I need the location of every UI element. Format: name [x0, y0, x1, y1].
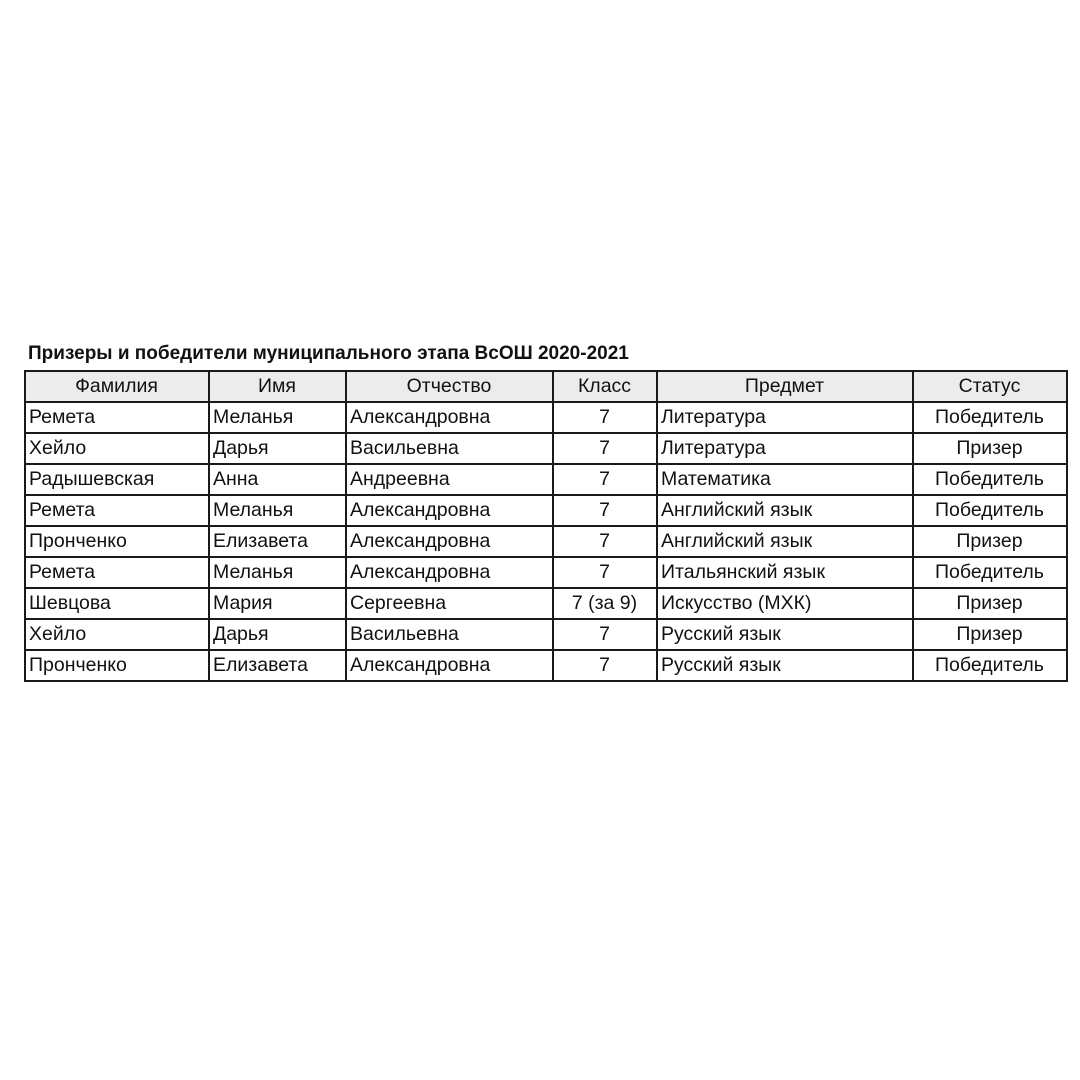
- table-body: [25, 402, 1067, 681]
- results-table: [24, 370, 1068, 682]
- cell-patronymic: Васильевна: [346, 433, 553, 464]
- table-row: [25, 402, 1067, 433]
- cell-grade: 7: [553, 464, 657, 495]
- cell-status: Победитель: [913, 402, 1067, 433]
- table-row: [25, 526, 1067, 557]
- page-title: Призеры и победители муниципального этапа ВсОШ 2020-2021: [28, 343, 629, 364]
- cell-surname: Ремета: [25, 402, 209, 433]
- cell-surname: Пронченко: [25, 526, 209, 557]
- cell-name: Меланья: [209, 557, 346, 588]
- cell-patronymic: Сергеевна: [346, 588, 553, 619]
- cell-surname: Шевцова: [25, 588, 209, 619]
- header-row: [25, 371, 1067, 402]
- cell-patronymic: Александровна: [346, 402, 553, 433]
- cell-name: Елизавета: [209, 650, 346, 681]
- cell-patronymic: Александровна: [346, 557, 553, 588]
- cell-name: Меланья: [209, 495, 346, 526]
- table-row: [25, 650, 1067, 681]
- cell-status: Победитель: [913, 495, 1067, 526]
- cell-surname: Хейло: [25, 619, 209, 650]
- cell-grade: 7: [553, 495, 657, 526]
- cell-patronymic: Васильевна: [346, 619, 553, 650]
- cell-surname: Пронченко: [25, 650, 209, 681]
- cell-subject: Литература: [657, 433, 913, 464]
- cell-grade: 7: [553, 557, 657, 588]
- cell-name: Дарья: [209, 433, 346, 464]
- cell-status: Призер: [913, 588, 1067, 619]
- cell-surname: Ремета: [25, 495, 209, 526]
- cell-patronymic: Андреевна: [346, 464, 553, 495]
- cell-subject: Итальянский язык: [657, 557, 913, 588]
- cell-status: Призер: [913, 619, 1067, 650]
- cell-name: Меланья: [209, 402, 346, 433]
- header-name: Имя: [209, 371, 346, 402]
- table-row: [25, 495, 1067, 526]
- cell-status: Победитель: [913, 650, 1067, 681]
- table-row: [25, 588, 1067, 619]
- cell-subject: Английский язык: [657, 526, 913, 557]
- cell-surname: Ремета: [25, 557, 209, 588]
- cell-subject: Русский язык: [657, 619, 913, 650]
- cell-grade: 7: [553, 433, 657, 464]
- cell-subject: Английский язык: [657, 495, 913, 526]
- cell-patronymic: Александровна: [346, 650, 553, 681]
- cell-patronymic: Александровна: [346, 526, 553, 557]
- table-row: [25, 433, 1067, 464]
- header-grade: Класс: [553, 371, 657, 402]
- cell-status: Призер: [913, 433, 1067, 464]
- cell-name: Елизавета: [209, 526, 346, 557]
- cell-status: Победитель: [913, 464, 1067, 495]
- cell-subject: Русский язык: [657, 650, 913, 681]
- header-surname: Фамилия: [25, 371, 209, 402]
- cell-status: Победитель: [913, 557, 1067, 588]
- cell-name: Дарья: [209, 619, 346, 650]
- cell-name: Мария: [209, 588, 346, 619]
- header-subject: Предмет: [657, 371, 913, 402]
- cell-grade: 7: [553, 526, 657, 557]
- cell-status: Призер: [913, 526, 1067, 557]
- cell-surname: Хейло: [25, 433, 209, 464]
- cell-surname: Радышевская: [25, 464, 209, 495]
- cell-subject: Математика: [657, 464, 913, 495]
- cell-patronymic: Александровна: [346, 495, 553, 526]
- header-patronymic: Отчество: [346, 371, 553, 402]
- cell-grade: 7: [553, 650, 657, 681]
- table-row: [25, 464, 1067, 495]
- cell-grade: 7 (за 9): [553, 588, 657, 619]
- cell-grade: 7: [553, 402, 657, 433]
- table-row: [25, 619, 1067, 650]
- header-status: Статус: [913, 371, 1067, 402]
- cell-subject: Искусство (МХК): [657, 588, 913, 619]
- cell-subject: Литература: [657, 402, 913, 433]
- table-row: [25, 557, 1067, 588]
- table-header: [25, 371, 1067, 402]
- cell-name: Анна: [209, 464, 346, 495]
- cell-grade: 7: [553, 619, 657, 650]
